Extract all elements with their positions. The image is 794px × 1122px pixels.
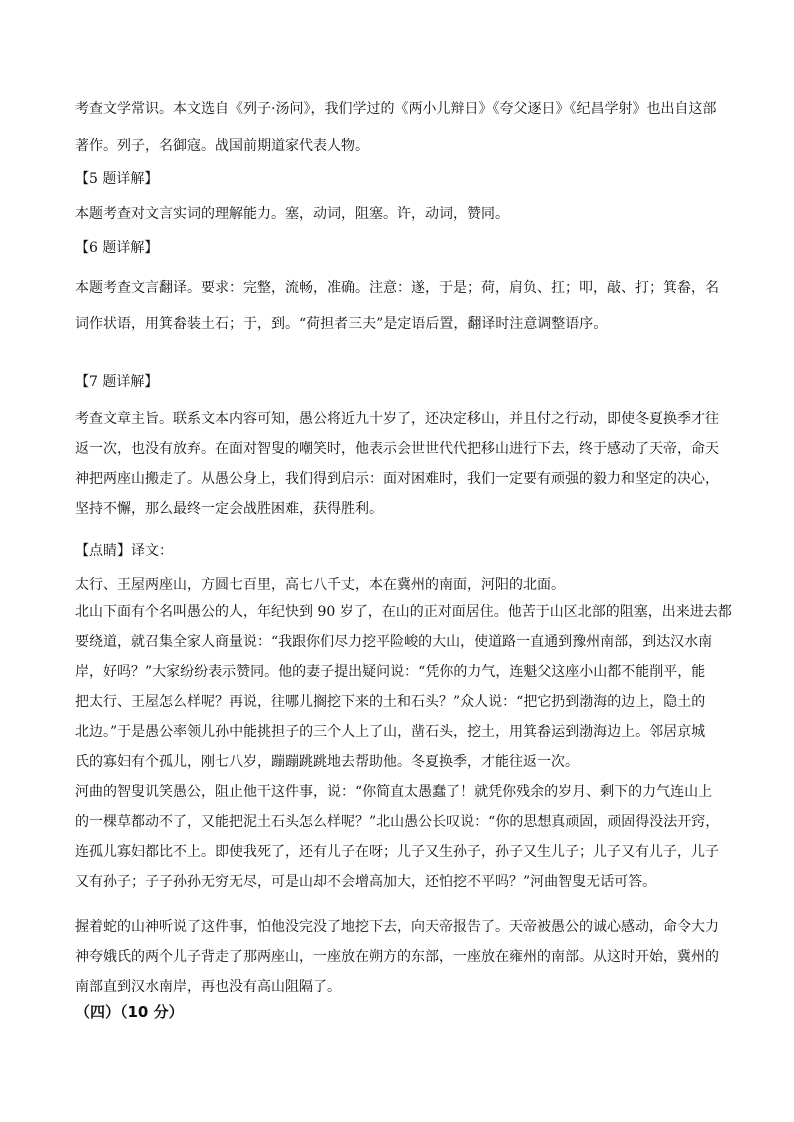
text-line: 把太行、王屋怎么样呢？再说，往哪儿搁挖下来的土和石头？”众人说：“把它扔到渤海的边上，隐土的 <box>75 694 706 710</box>
text-line: 又有孙子；子子孙孙无穷无尽，可是山却不会增高加大，还怕挖不平吗？”河曲智叟无话可答。 <box>75 874 657 890</box>
translation-paragraph-2 <box>75 597 732 777</box>
translation-paragraph-4 <box>75 912 725 1002</box>
paragraph-question-6 <box>75 270 725 342</box>
text-line: 神把两座山搬走了。从愚公身上，我们得到启示：面对困难时，我们一定要有顽强的毅力和坚定的决心， <box>75 471 719 487</box>
text-line: 太行、王屋两座山，方圆七百里，高七八千丈，本在冀州的南面，河阳的北面。 <box>75 577 565 593</box>
text-line: 考查文章主旨。联系文本内容可知，愚公将近九十岁了，还决定移山，并且付之行动，即使冬夏换季才往 <box>75 411 719 427</box>
heading-question-6: 【6 题详解】 <box>75 240 159 256</box>
paragraph-question-7 <box>75 404 725 524</box>
text-line: 连孤儿寡妇都比不上。即使我死了，还有儿子在呀；儿子又生孙子，孙子又生儿子；儿子又有儿子，儿子 <box>75 844 719 860</box>
text-line: 词作状语，用箕畚装土石；于，到。“荷担者三夫”是定语后置，翻译时注意调整语序。 <box>75 316 608 332</box>
text-line: 岸，好吗？”大家纷纷表示赞同。他的妻子提出疑问说：“凭你的力气，连魁父这座小山都不能削平，能 <box>75 664 706 680</box>
text-line: 握着蛇的山神听说了这件事，怕他没完没了地挖下去，向天帝报告了。天帝被愚公的诚心感动，命令大力 <box>75 919 719 935</box>
translation-paragraph-3 <box>75 777 725 897</box>
text-line: 河曲的智叟讥笑愚公，阻止他干这件事，说：“你简直太愚蠢了！就凭你残余的岁月、剩下的力气连山上 <box>75 784 713 800</box>
text-line: 本题考查文言翻译。要求：完整，流畅，准确。注意：遂，于是；荷，肩负、扛；叩，敲、打；箕畚，名 <box>75 280 719 296</box>
text-line: 坚持不懈，那么最终一定会战胜困难，获得胜利。 <box>75 501 383 517</box>
text-line: 的一棵草都动不了，又能把泥土石头怎么样呢？”北山愚公长叹说：“你的思想真顽固，顽固得没法开窍， <box>75 814 720 830</box>
text-line: 南部直到汉水南岸，再也没有高山阻隔了。 <box>75 979 341 995</box>
text-line: 本题考查对文言实词的理解能力。塞，动词，阻塞。许，动词，赞同。 <box>75 206 509 222</box>
text-line: 要绕道，就召集全家人商量说：“我跟你们尽力挖平险峻的大山，使道路一直通到豫州南部，到达汉水南 <box>75 634 713 650</box>
text-line: 神夸娥氏的两个儿子背走了那两座山，一座放在朔方的东部，一座放在雍州的南部。从这时开始，冀州的 <box>75 949 719 965</box>
heading-question-7: 【7 题详解】 <box>75 374 159 390</box>
paragraph-literary-knowledge <box>75 91 725 165</box>
translation-heading <box>75 536 725 566</box>
text-line: 考查文学常识。本文选自《列子·汤问》，我们学过的《两小儿辩日》《夸父逐日》《纪昌学射》也出自这部 <box>75 101 717 117</box>
paragraph-question-5 <box>75 203 725 225</box>
translation-paragraph-1 <box>75 570 725 600</box>
text-line: 【点睛】译文： <box>75 543 173 559</box>
text-line: 北边。”于是愚公率领儿孙中能挑担子的三个人上了山，凿石头，挖土，用箕畚运到渤海边上。邻居京城 <box>75 724 706 740</box>
heading-question-5: 【5 题详解】 <box>75 171 159 187</box>
text-line: 北山下面有个名叫愚公的人，年纪快到 90 岁了，在山的正对面居住。他苦于山区北部的阻塞，出来进去都 <box>75 604 732 620</box>
section-heading: （四）（10 分） <box>75 1003 184 1021</box>
text-line: 著作。列子，名御寇。战国前期道家代表人物。 <box>75 138 369 154</box>
text-line: 氏的寡妇有个孤儿，刚七八岁，蹦蹦跳跳地去帮助他。冬夏换季，才能往返一次。 <box>75 754 579 770</box>
text-line: 返一次，也没有放弃。在面对智叟的嘲笑时，他表示会世世代代把移山进行下去，终于感动了天帝，命天 <box>75 441 719 457</box>
